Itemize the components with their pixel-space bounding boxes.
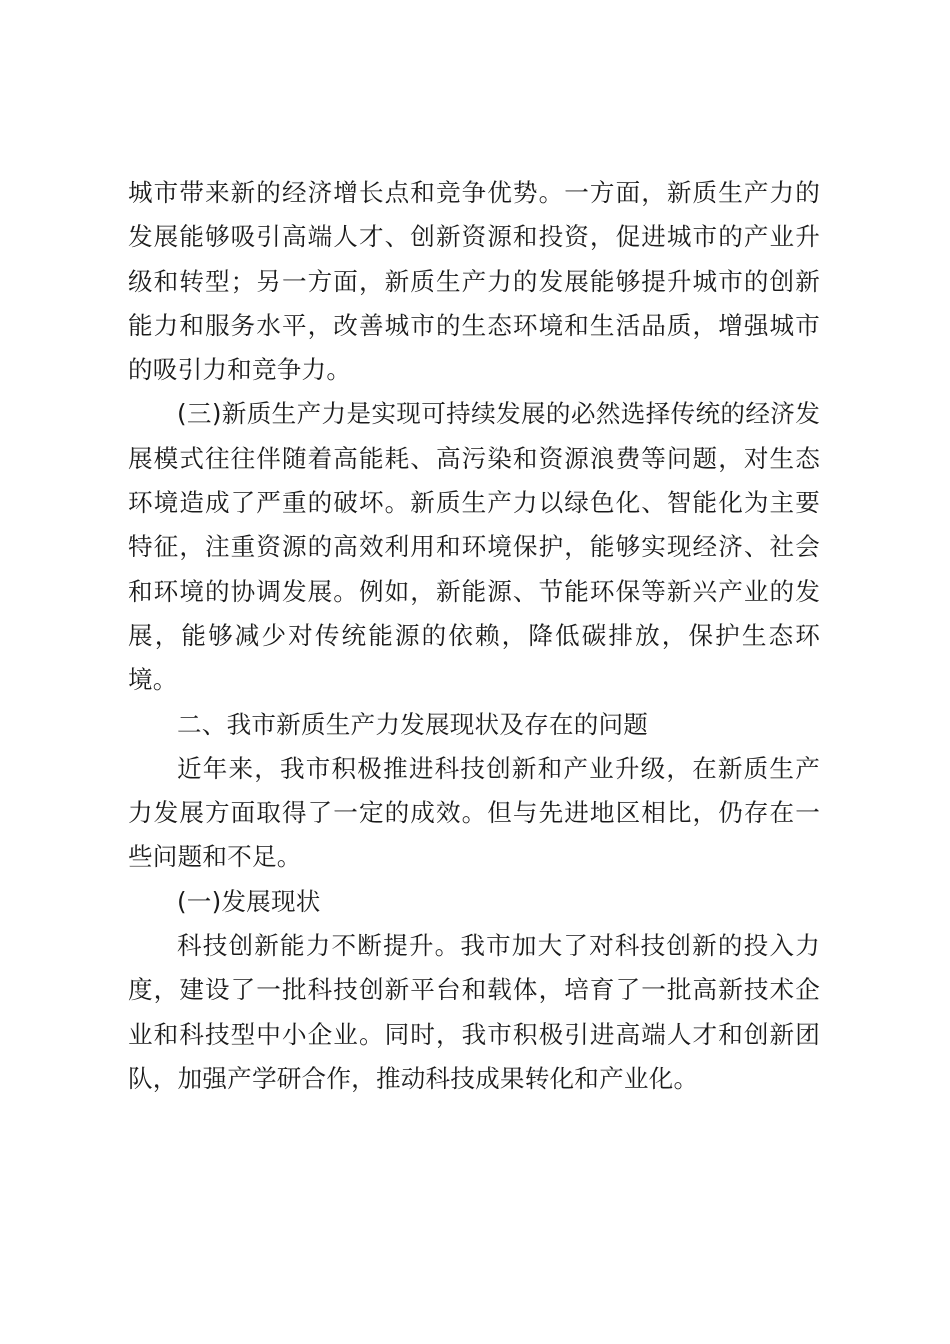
paragraph-sustainable-development: (三)新质生产力是实现可持续发展的必然选择传统的经济发展模式往往伴随着高能耗、高污染和资源浪费等问题，对生态环境造成了严重的破坏。新质生产力以绿色化、智能化为主要特征，注重资源的高效利用和环境保护，能够实现经济、社会和环境的协调发展。例如，新能源、节能环保等新兴产业的发展，能够减少对传统能源的依赖，降低碳排放，保护生态环境。 [128,399,820,695]
paragraph-continuation: 城市带来新的经济增长点和竞争优势。一方面，新质生产力的发展能够吸引高端人才、创新资源和投资，促进城市的产业升级和转型；另一方面，新质生产力的发展能够提升城市的创新能力和服务水平，改善城市的生态环境和生活品质，增强城市的吸引力和竞争力。 [128,178,820,385]
paragraph-innovation-capability: 科技创新能力不断提升。我市加大了对科技创新的投入力度，建设了一批科技创新平台和载体，培育了一批高新技术企业和科技型中小企业。同时，我市积极引进高端人才和创新团队，加强产学研合作，推动科技成果转化和产业化。 [128,931,820,1093]
paragraph-recent-years: 近年来，我市积极推进科技创新和产业升级，在新质生产力发展方面取得了一定的成效。但与先进地区相比，仍存在一些问题和不足。 [128,753,820,872]
section-heading-status-and-problems: 二、我市新质生产力发展现状及存在的问题 [177,709,649,739]
document-body [128,171,820,1101]
subsection-heading-current-status: (一)发展现状 [177,886,321,916]
